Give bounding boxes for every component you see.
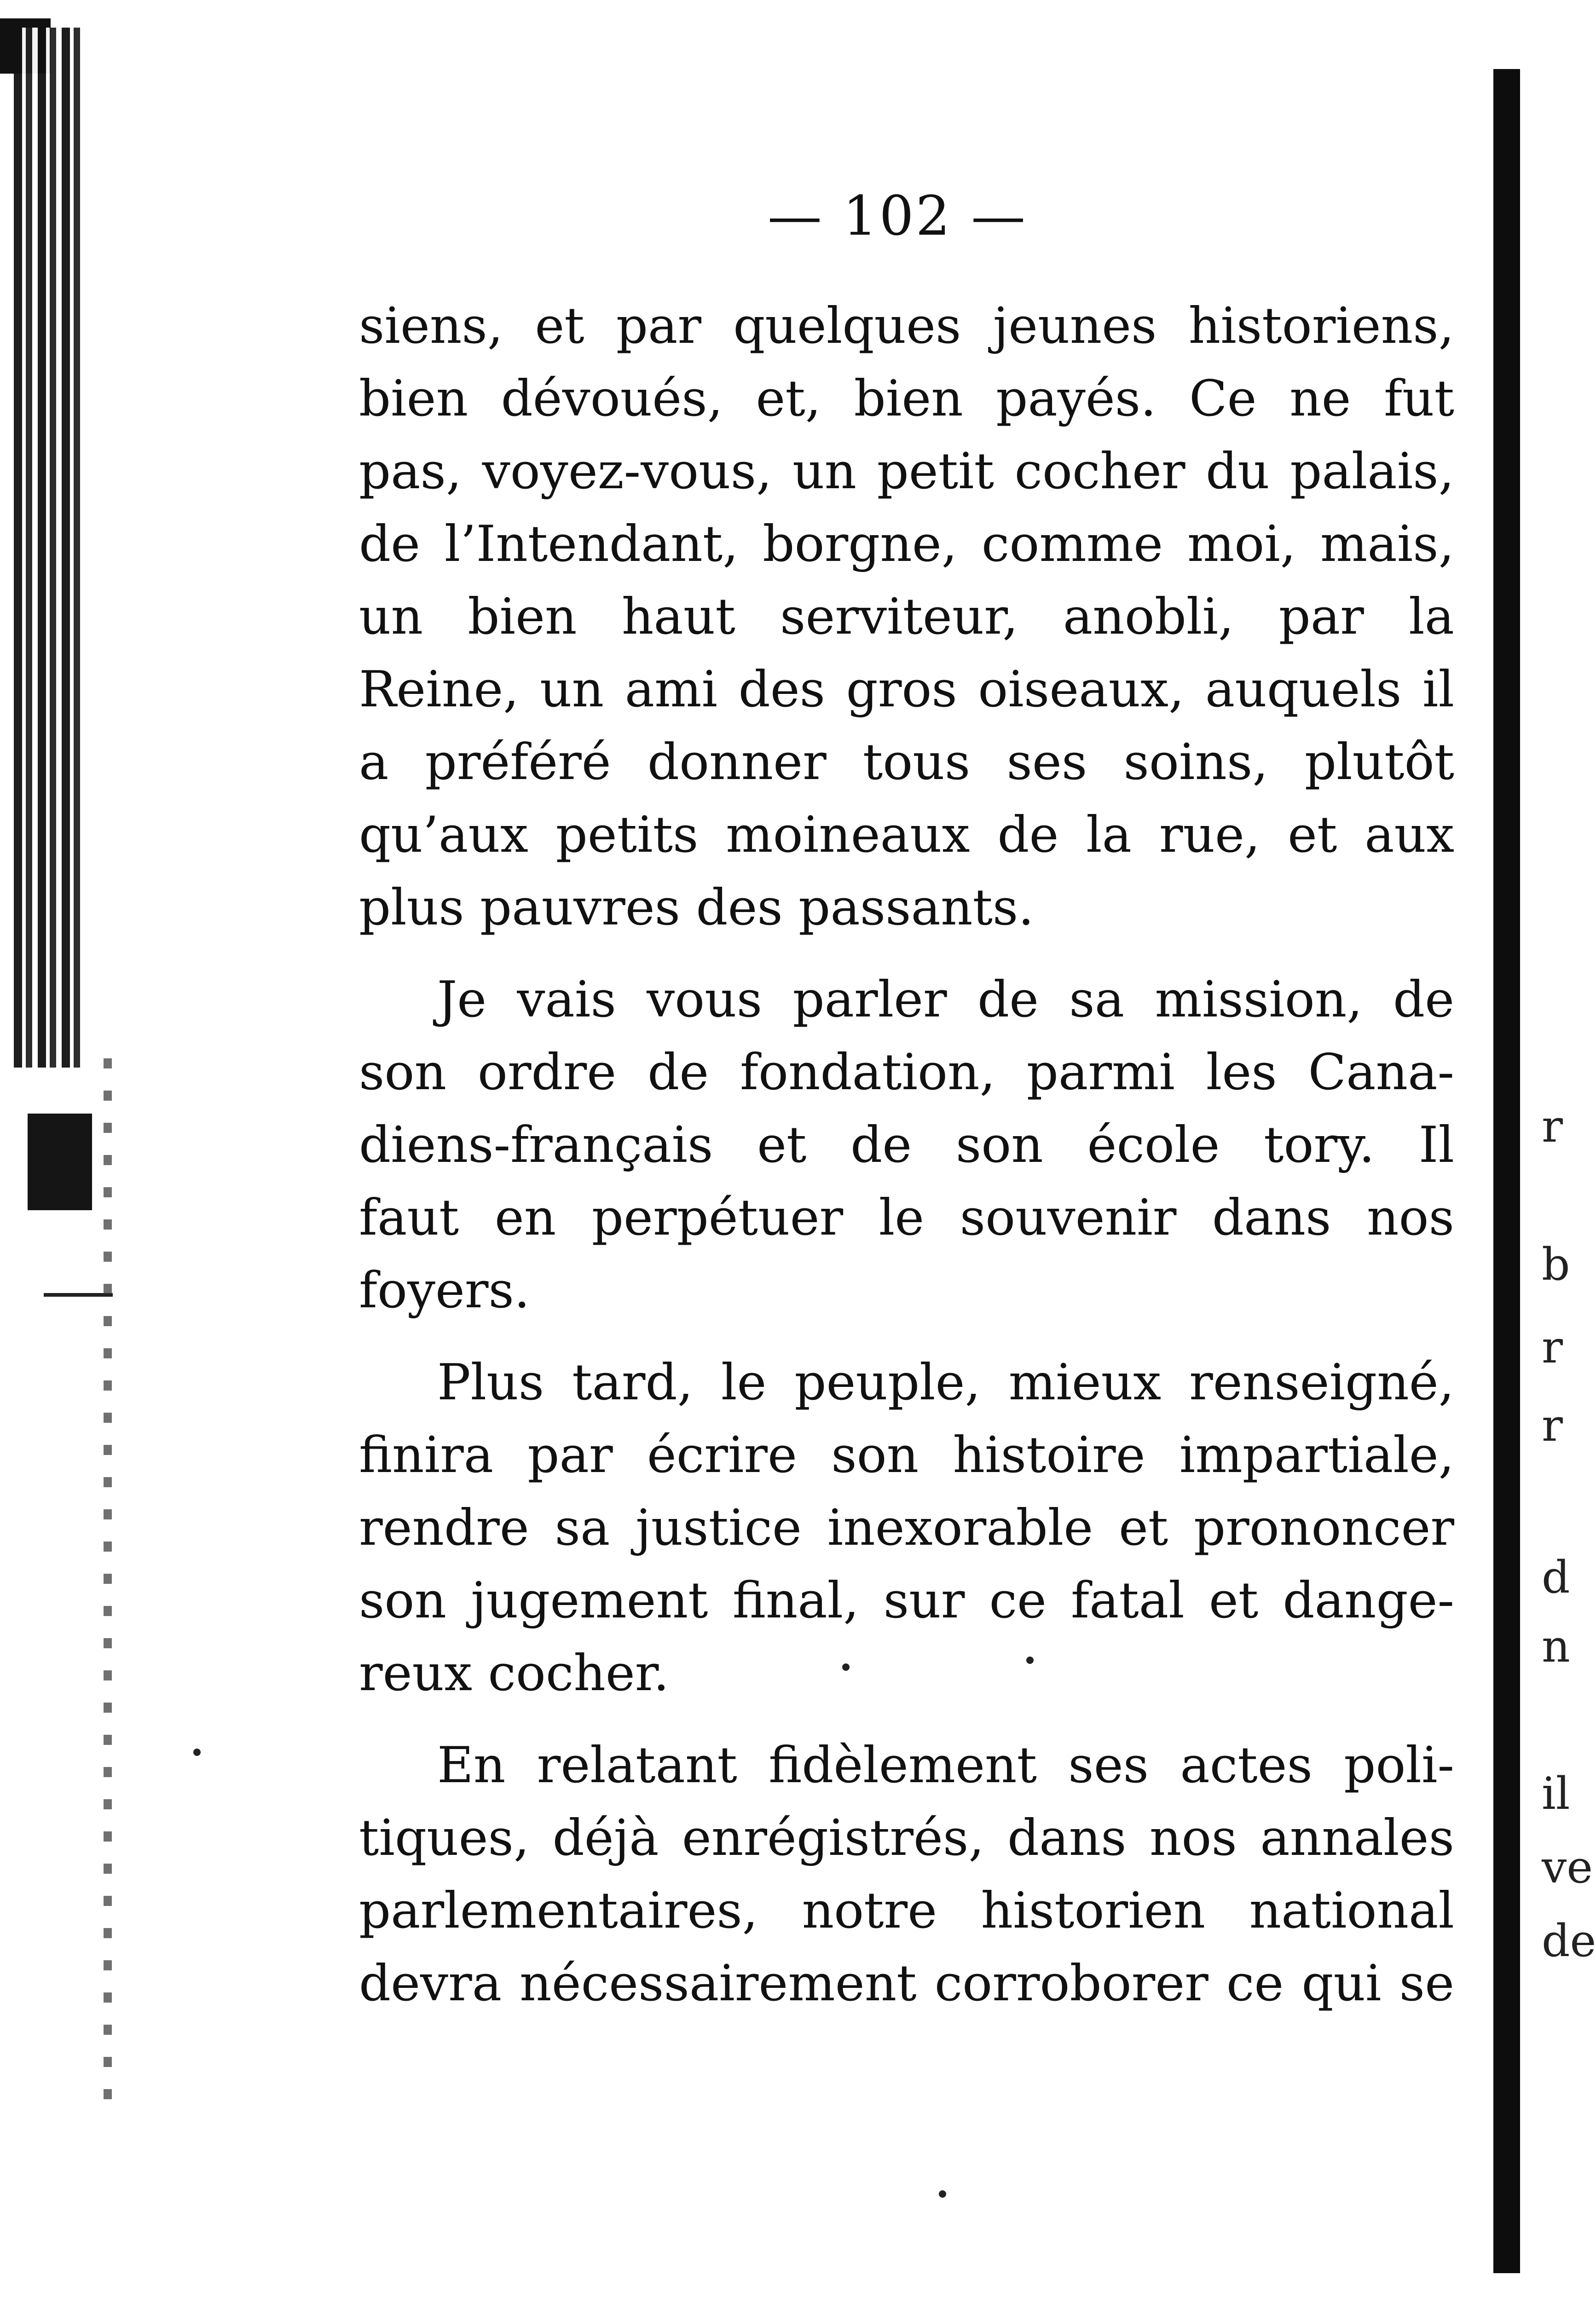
facing-fragment: d	[1542, 1552, 1570, 1603]
text-line: Reine, un ami des gros oiseaux, auquels il	[359, 661, 1454, 718]
text-line: rendre sa justice inexorable et prononcer	[359, 1499, 1454, 1557]
scan-dot	[193, 1749, 201, 1756]
facing-fragment: n	[1542, 1621, 1570, 1672]
text-line: foyers.	[359, 1262, 530, 1319]
text-line: Plus tard, le peuple, mieux renseigné,	[437, 1354, 1454, 1411]
facing-fragment: r	[1542, 1322, 1563, 1373]
facing-fragment: de	[1542, 1915, 1596, 1967]
text-line: finira par écrire son histoire impartiale,	[359, 1426, 1454, 1484]
text-line: siens, et par quelques jeunes historiens,	[359, 297, 1454, 355]
text-line: plus pauvres des passants.	[359, 879, 1034, 936]
text-line: diens-français et de son école tory. Il	[359, 1116, 1454, 1174]
text-line: devra nécessairement corroborer ce qui se	[359, 1955, 1454, 2012]
page-number: — 102 —	[767, 184, 1028, 248]
text-line: son ordre de fondation, parmi les Cana-	[359, 1044, 1454, 1101]
text-line: qu’aux petits moineaux de la rue, et aux	[359, 806, 1454, 864]
text-line: En relatant fidèlement ses actes poli-	[437, 1737, 1454, 1794]
text-line: tiques, déjà enrégistrés, dans nos annales	[359, 1809, 1454, 1867]
text-line: a préféré donner tous ses soins, plutôt	[359, 733, 1454, 791]
text-line: reux cocher.	[359, 1645, 669, 1702]
facing-fragment: r	[1542, 1400, 1563, 1451]
facing-fragment: ve	[1542, 1842, 1593, 1893]
facing-fragment: il	[1542, 1768, 1570, 1819]
facing-page-text-fragments	[1542, 0, 1596, 2298]
scan-dash-mark	[44, 1293, 113, 1297]
scan-dot	[939, 2190, 946, 2198]
text-line: faut en perpétuer le souvenir dans nos	[359, 1189, 1454, 1247]
paragraph-4	[359, 1729, 1454, 2020]
text-line: bien dévoués, et, bien payés. Ce ne fut	[359, 370, 1454, 427]
text-line: un bien haut serviteur, anobli, par la	[359, 588, 1454, 646]
paragraph-2	[359, 964, 1454, 1327]
scan-dark-block	[28, 1114, 92, 1210]
text-line: son jugement final, sur ce fatal et dange-	[359, 1572, 1454, 1629]
paragraph-3	[359, 1346, 1454, 1710]
scan-speckles	[104, 1058, 112, 2117]
paragraph-1	[359, 290, 1454, 944]
body-text	[359, 290, 1454, 2039]
text-line: Je vais vous parler de sa mission, de	[437, 971, 1454, 1028]
facing-fragment: b	[1542, 1239, 1570, 1290]
scan-binding-shadow	[14, 28, 83, 1068]
text-line: de l’Intendant, borgne, comme moi, mais,	[359, 515, 1454, 573]
text-line: pas, voyez-vous, un petit cocher du palais,	[359, 443, 1454, 500]
text-line: parlementaires, notre historien national	[359, 1882, 1454, 1940]
facing-fragment: r	[1542, 1101, 1563, 1152]
facing-page-edge-bar	[1493, 69, 1520, 2273]
